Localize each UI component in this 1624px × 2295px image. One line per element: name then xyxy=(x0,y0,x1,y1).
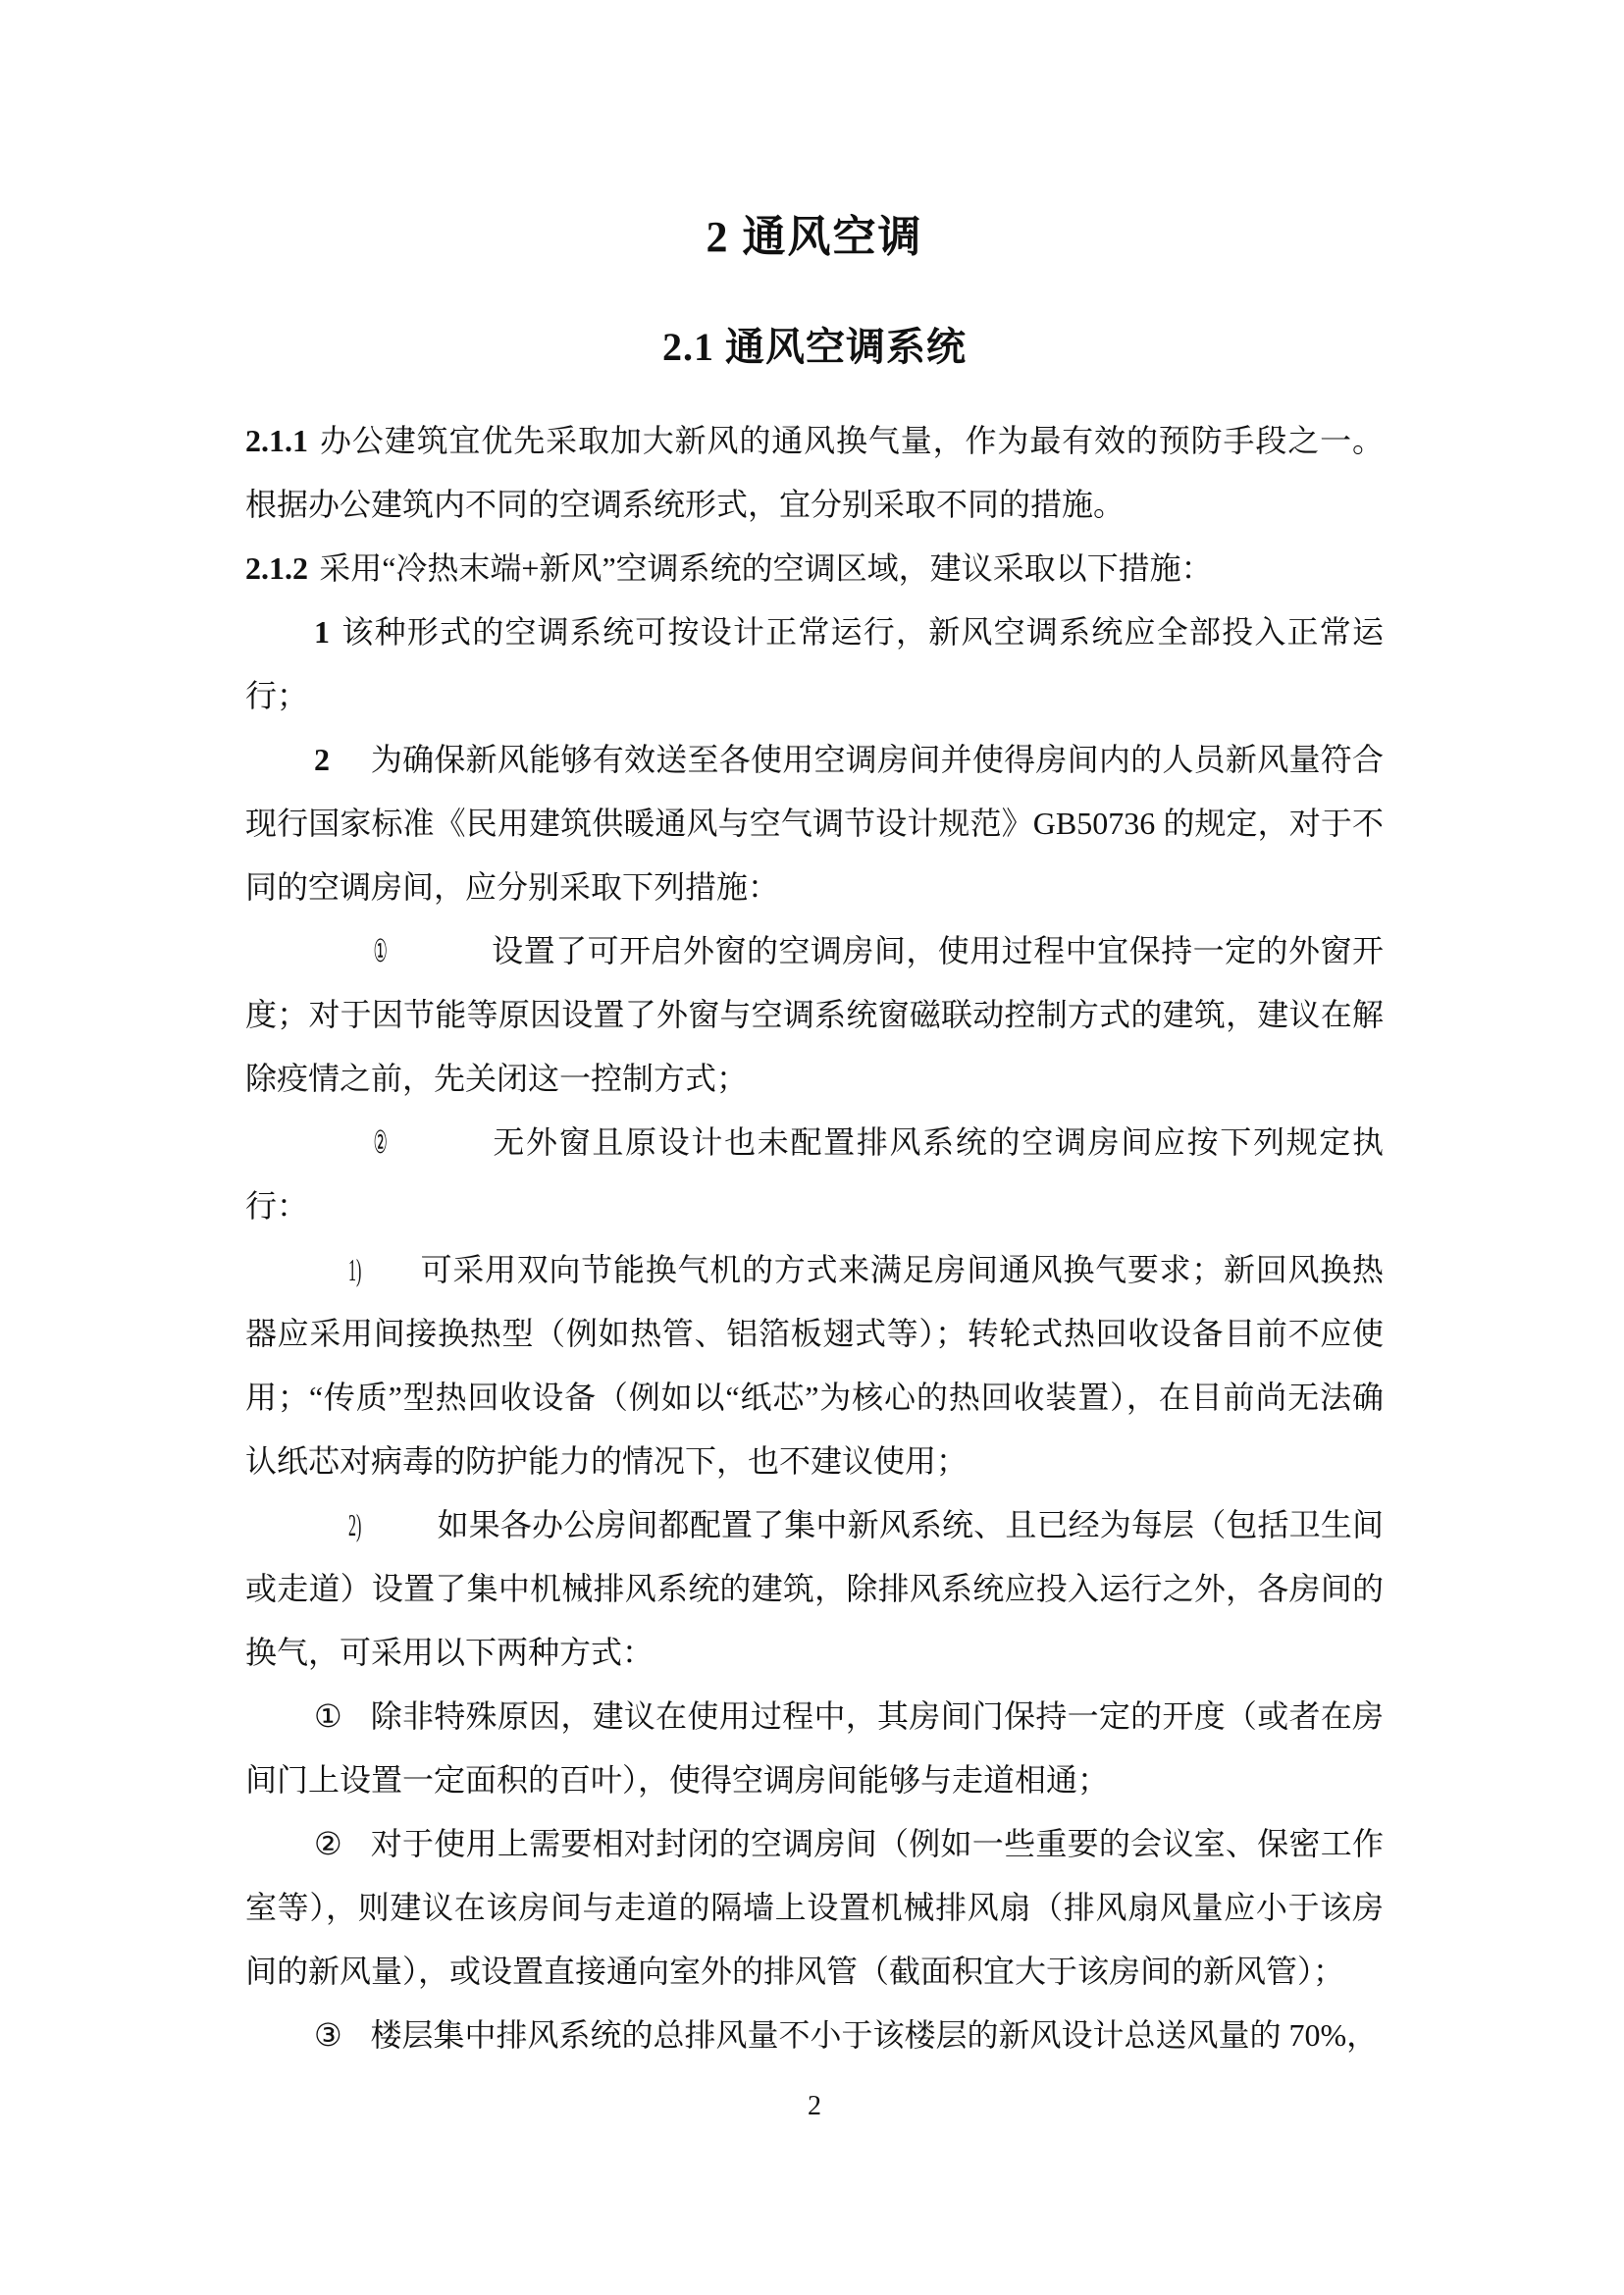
item-marker: ② xyxy=(373,1124,388,1160)
item-marker: ① xyxy=(314,1698,342,1734)
document-body xyxy=(245,409,1384,2067)
page-number: 2 xyxy=(808,2091,821,2121)
page-title: 2 通风空调 xyxy=(706,213,923,261)
item-number: 2 xyxy=(314,742,330,777)
body-paragraph xyxy=(245,409,1384,537)
paragraph-text: 该种形式的空调系统可按设计正常运行，新风空调系统应全部投入正常运行； xyxy=(245,614,1384,713)
paragraph-text: 无外窗且原设计也未配置排风系统的空调房间应按下列规定执行： xyxy=(245,1124,1384,1224)
body-paragraph xyxy=(245,1111,1384,1238)
body-paragraph xyxy=(245,2004,1384,2067)
paragraph-text: 采用“冷热末端+新风”空调系统的空调区域，建议采取以下措施： xyxy=(319,550,1213,586)
body-paragraph xyxy=(245,1238,1384,1493)
section-heading: 2.1 通风空调系统 xyxy=(662,325,967,369)
item-number: 1 xyxy=(314,614,330,650)
paragraph-text: 楼层集中排风系统的总排风量不小于该楼层的新风设计总送风量的 70%， xyxy=(370,2017,1379,2053)
body-paragraph xyxy=(245,919,1384,1111)
paragraph-text: 如果各办公房间都配置了集中新风系统、且已经为每层（包括卫生间或走道）设置了集中机械排风系统的建筑，除排风系统应投入运行之外，各房间的换气，可采用以下两种方式： xyxy=(245,1507,1384,1670)
paragraph-text: 办公建筑宜优先采取加大新风的通风换气量，作为最有效的预防手段之一。根据办公建筑内不同的空调系统形式，宜分别采取不同的措施。 xyxy=(245,423,1384,522)
clause-number: 2.1.1 xyxy=(245,423,308,458)
body-paragraph xyxy=(245,537,1384,600)
body-paragraph xyxy=(245,1493,1384,1685)
paragraph-text: 对于使用上需要相对封闭的空调房间（例如一些重要的会议室、保密工作室等），则建议在该房间与走道的隔墙上设置机械排风扇（排风扇风量应小于该房间的新风量），或设置直接通向室外的排风管（截面积宜大于该房间的新风管）； xyxy=(245,1826,1384,1989)
body-paragraph xyxy=(245,728,1384,919)
item-marker: ① xyxy=(373,933,388,968)
item-marker: 1) xyxy=(348,1252,362,1287)
paragraph-text: 为确保新风能够有效送至各使用空调房间并使得房间内的人员新风量符合现行国家标准《民用建筑供暖通风与空气调节设计规范》GB50736 的规定，对于不同的空调房间，应分别采取下列措施： xyxy=(245,742,1384,905)
body-paragraph xyxy=(245,1685,1384,1812)
paragraph-text: 设置了可开启外窗的空调房间，使用过程中宜保持一定的外窗开度；对于因节能等原因设置了外窗与空调系统窗磁联动控制方式的建筑，建议在解除疫情之前，先关闭这一控制方式； xyxy=(245,933,1384,1096)
item-marker: ③ xyxy=(314,2017,342,2053)
item-marker: ② xyxy=(314,1826,342,1861)
paragraph-text: 可采用双向节能换气机的方式来满足房间通风换气要求；新回风换热器应采用间接换热型（例如热管、铝箔板翅式等）；转轮式热回收设备目前不应使用；“传质”型热回收设备（例如以“纸芯”为核心的热回收装置），在目前尚无法确认纸芯对病毒的防护能力的情况下，也不建议使用； xyxy=(245,1252,1384,1479)
body-paragraph xyxy=(245,600,1384,728)
body-paragraph xyxy=(245,1812,1384,2004)
clause-number: 2.1.2 xyxy=(245,550,308,586)
paragraph-text: 除非特殊原因，建议在使用过程中，其房间门保持一定的开度（或者在房间门上设置一定面积的百叶），使得空调房间能够与走道相通； xyxy=(245,1698,1384,1798)
item-marker: 2) xyxy=(348,1507,362,1542)
